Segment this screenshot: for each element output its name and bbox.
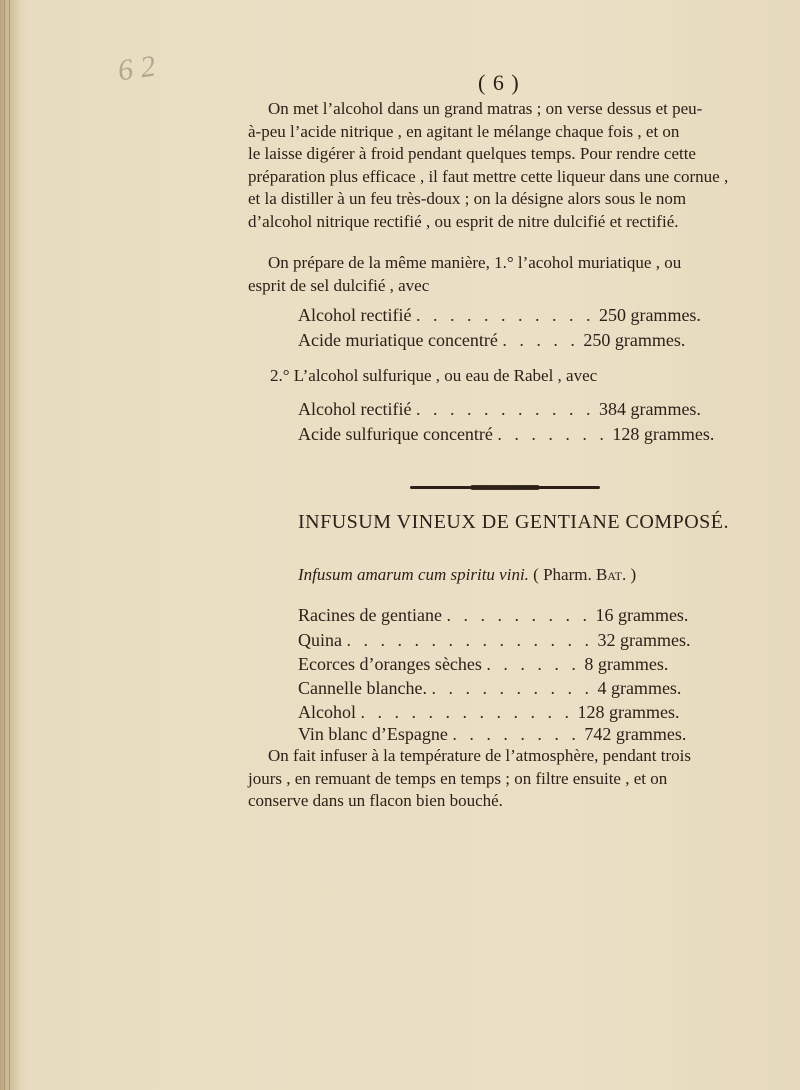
ingredient-quantity: 742 grammes. [584,724,687,744]
recipe-row [298,603,688,627]
section-title: INFUSUM VINEUX DE GENTIANE COMPOSÉ. [298,511,730,533]
ingredient-quantity: 32 grammes. [597,630,691,650]
handwritten-margin-note: 6 2 [115,49,158,88]
leader-dots: . . . . . . . [497,424,608,444]
binding-gutter [0,0,20,1090]
leader-dots: . . . . . . . . . . . . . . . [346,630,593,650]
recipe-row [298,303,701,327]
recipe-row [298,328,685,352]
text-line: On prépare de la même manière, 1.° l’acohol muriatique , ou [268,253,682,272]
ingredient-name: Alcohol rectifié [298,305,412,325]
leader-dots: . . . . . . . . . [446,605,591,625]
recipe-row [298,676,681,700]
recipe-row [298,422,714,446]
leader-dots: . . . . . . . . . . . [415,399,595,419]
leader-dots: . . . . . . . . . . [431,678,593,698]
second-paragraph [248,252,758,297]
ingredient-quantity: 250 grammes. [598,305,701,325]
recipe-row [298,652,668,676]
gutter-line [9,0,10,1090]
text-line: d’alcohol nitrique rectifié , ou esprit de nitre dulcifié et rectifié. [248,211,679,231]
source-close: ) [626,565,637,584]
ingredient-quantity: 384 grammes. [598,399,701,419]
text-line: conserve dans un flacon bien bouché. [248,791,503,810]
ingredient-name: Vin blanc d’Espagne [298,724,448,744]
leader-dots: . . . . . . . . [452,724,580,744]
ingredient-quantity: 8 grammes. [584,654,669,674]
page-number: ( 6 ) [478,70,520,95]
text-line: On met l’alcohol dans un grand matras ; on verse dessus et peu- [268,99,703,118]
recipe-row [298,628,690,652]
ingredient-name: Ecorces d’oranges sèches [298,654,482,674]
ingredient-name: Acide muriatique concentré [298,330,498,350]
section-divider-rule [410,486,600,489]
ingredient-name: Racines de gentiane [298,605,442,625]
ingredient-name: Alcohol rectifié [298,399,412,419]
text-line: jours , en remuant de temps en temps ; on filtre ensuite , et on [248,768,668,788]
ingredient-quantity: 128 grammes. [612,424,715,444]
leader-dots: . . . . . . . . . . . [415,305,595,325]
text-line: et la distiller à un feu très-doux ; on la désigne alors sous le nom [248,189,687,208]
text-line: esprit de sel dulcifié , avec [248,275,430,295]
sulfurique-heading: 2.° L’alcohol sulfurique , ou eau de Rabel , avec [270,366,598,385]
ingredient-name: Alcohol [298,702,356,722]
ingredient-quantity: 128 grammes. [577,702,680,722]
text-line: On fait infuser à la température de l’atmosphère, pendant trois [268,746,691,765]
ingredient-quantity: 4 grammes. [597,678,682,698]
recipe-row [298,700,679,724]
recipe-row [298,722,686,746]
leader-dots: . . . . . . [486,654,580,674]
source-name: Bat. [595,565,627,584]
text-line: à-peu l’acide nitrique , en agitant le mélange chaque fois , et on [248,121,680,141]
text-line: préparation plus efficace , il faut mettre cette liqueur dans une cornue , [248,166,729,186]
latin-name: Infusum amarum cum spiritu vini. [298,565,529,584]
closing-paragraph [248,745,758,813]
gutter-line [4,0,5,1090]
text-line: le laisse digérer à froid pendant quelques temps. Pour rendre cette [248,144,696,163]
ingredient-quantity: 250 grammes. [583,330,686,350]
ingredient-name: Cannelle blanche. [298,678,427,698]
intro-paragraph [248,98,758,233]
ingredient-name: Acide sulfurique concentré [298,424,493,444]
ingredient-name: Quina [298,630,342,650]
leader-dots: . . . . . . . . . . . . . [360,702,573,722]
section-subtitle [298,565,636,585]
ingredient-quantity: 16 grammes. [595,605,689,625]
leader-dots: . . . . . [502,330,579,350]
recipe-row [298,397,701,421]
source-open: ( Pharm. [533,565,596,584]
